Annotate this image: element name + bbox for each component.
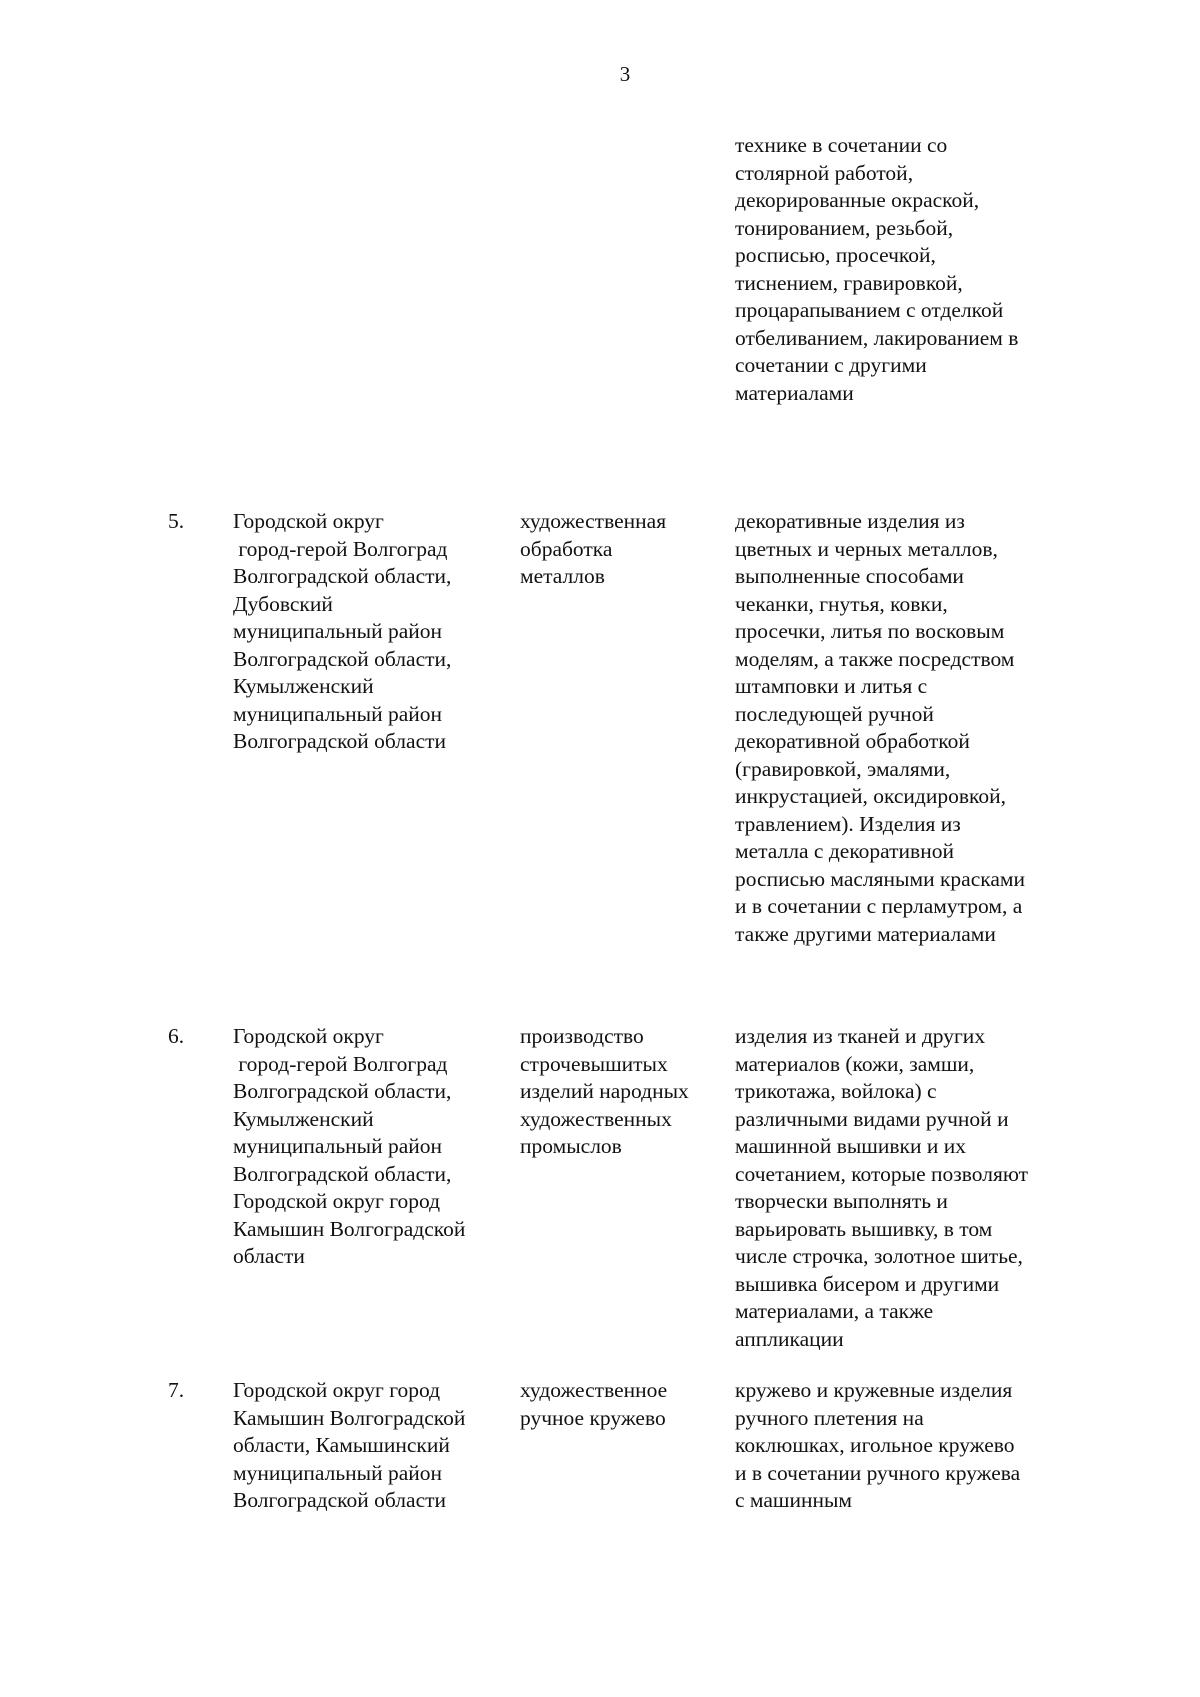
- text-line: области, Камышинский: [233, 1433, 450, 1457]
- region-cell: [233, 1377, 503, 1515]
- text-line: Городской округ город: [233, 1378, 441, 1402]
- text-line: Волгоградской области,: [233, 564, 452, 588]
- text-line: процарапыванием с отделкой: [735, 298, 1004, 322]
- text-line: художественная: [520, 509, 667, 533]
- text-line: выполненные способами: [735, 564, 964, 588]
- text-line: город-герой Волгоград: [233, 1051, 448, 1076]
- text-line: муниципальный район: [233, 619, 443, 643]
- row-number: [168, 1377, 208, 1405]
- description-cell: [735, 1377, 1095, 1515]
- text-line: Городской округ город: [233, 1189, 441, 1213]
- region-cell: [233, 1023, 503, 1271]
- text-line: декоративной обработкой: [735, 729, 970, 753]
- text-line: художественное: [520, 1378, 668, 1402]
- text-line: Волгоградской области,: [233, 1079, 452, 1103]
- text-line: муниципальный район: [233, 1134, 443, 1158]
- text-line: Волгоградской области,: [233, 1161, 452, 1186]
- text-line: с машинным: [735, 1488, 853, 1512]
- text-line: Кумылженский: [233, 1106, 374, 1131]
- text-line: машинной вышивки и их: [735, 1134, 966, 1158]
- text-line: ручного плетения на: [735, 1405, 924, 1430]
- text-line: город-герой Волгоград: [233, 536, 448, 561]
- text-line: материалами: [735, 380, 854, 405]
- text-line: Камышин Волгоградской: [233, 1405, 466, 1430]
- row-number-text: 5.: [168, 509, 185, 533]
- text-line: тонированием, резьбой,: [735, 215, 954, 240]
- text-line: росписью, просечкой,: [735, 243, 936, 267]
- text-line: Городской округ: [233, 1024, 384, 1048]
- text-line: Волгоградской области,: [233, 646, 452, 671]
- text-line: художественных: [520, 1106, 672, 1131]
- continued-description: [735, 132, 1095, 407]
- text-line: муниципальный район: [233, 701, 443, 726]
- text-line: Дубовский: [233, 591, 333, 616]
- craft-cell: [520, 1377, 725, 1432]
- text-line: материалами, а также: [735, 1299, 934, 1323]
- row-number-text: 7.: [168, 1378, 185, 1402]
- text-line: также другими материалами: [735, 921, 996, 946]
- text-line: сочетании с другими: [735, 353, 927, 377]
- text-line: и в сочетании ручного кружева: [735, 1460, 1021, 1485]
- page-number: 3: [619, 62, 631, 86]
- description-cell: [735, 508, 1095, 948]
- text-line: вышивка бисером и другими: [735, 1271, 1000, 1296]
- text-line: травлением). Изделия из: [735, 811, 961, 836]
- text-line: Городской округ: [233, 509, 384, 533]
- text-line: строчевышитых: [520, 1051, 668, 1076]
- region-cell: [233, 508, 503, 756]
- text-line: различными видами ручной и: [735, 1106, 1009, 1131]
- text-line: моделям, а также посредством: [735, 646, 1015, 671]
- description-cell: [735, 1023, 1095, 1353]
- text-line: коклюшках, игольное кружево: [735, 1433, 1015, 1457]
- text-line: сочетанием, которые позволяют: [735, 1161, 1029, 1186]
- craft-cell: [520, 508, 725, 591]
- text-line: ручное кружево: [520, 1405, 666, 1430]
- text-line: штамповки и литья с: [735, 674, 928, 698]
- text-line: кружево и кружевные изделия: [735, 1378, 1013, 1402]
- text-line: декорированные окраской,: [735, 188, 980, 212]
- text-line: производство: [520, 1024, 644, 1048]
- text-line: Камышин Волгоградской: [233, 1216, 466, 1241]
- text-line: промыслов: [520, 1134, 622, 1158]
- text-line: отбеливанием, лакированием в: [735, 325, 1019, 350]
- text-line: Волгоградской области: [233, 729, 447, 753]
- text-line: изделий народных: [520, 1079, 689, 1103]
- text-line: аппликации: [735, 1326, 844, 1351]
- text-line: столярной работой,: [735, 160, 914, 185]
- text-line: металлов: [520, 564, 605, 588]
- text-line: трикотажа, войлока) с: [735, 1079, 937, 1103]
- text-line: обработка: [520, 536, 613, 561]
- text-line: инкрустацией, оксидировкой,: [735, 784, 1007, 808]
- row-number-text: 6.: [168, 1024, 185, 1048]
- text-line: (гравировкой, эмалями,: [735, 756, 951, 781]
- text-line: Кумылженский: [233, 674, 374, 698]
- text-line: цветных и черных металлов,: [735, 536, 998, 561]
- text-line: росписью масляными красками: [735, 866, 1026, 891]
- craft-cell: [520, 1023, 725, 1161]
- text-line: металла с декоративной: [735, 839, 954, 863]
- text-line: декоративные изделия из: [735, 509, 965, 533]
- text-line: и в сочетании с перламутром, а: [735, 894, 1023, 918]
- text-line: последующей ручной: [735, 701, 934, 726]
- text-line: тиснением, гравировкой,: [735, 270, 963, 295]
- text-line: технике в сочетании со: [735, 133, 948, 157]
- text-line: варьировать вышивку, в том: [735, 1216, 993, 1241]
- text-line: изделия из тканей и других: [735, 1024, 986, 1048]
- row-number: [168, 1023, 208, 1051]
- row-number: [168, 508, 208, 536]
- text-line: муниципальный район: [233, 1460, 443, 1485]
- text-line: творчески выполнять и: [735, 1189, 948, 1213]
- text-line: числе строчка, золотное шитье,: [735, 1244, 1023, 1268]
- text-line: просечки, литья по восковым: [735, 619, 1005, 643]
- text-line: Волгоградской области: [233, 1488, 447, 1512]
- text-line: области: [233, 1244, 305, 1268]
- text-line: материалов (кожи, замши,: [735, 1051, 975, 1076]
- text-line: чеканки, гнутья, ковки,: [735, 591, 948, 616]
